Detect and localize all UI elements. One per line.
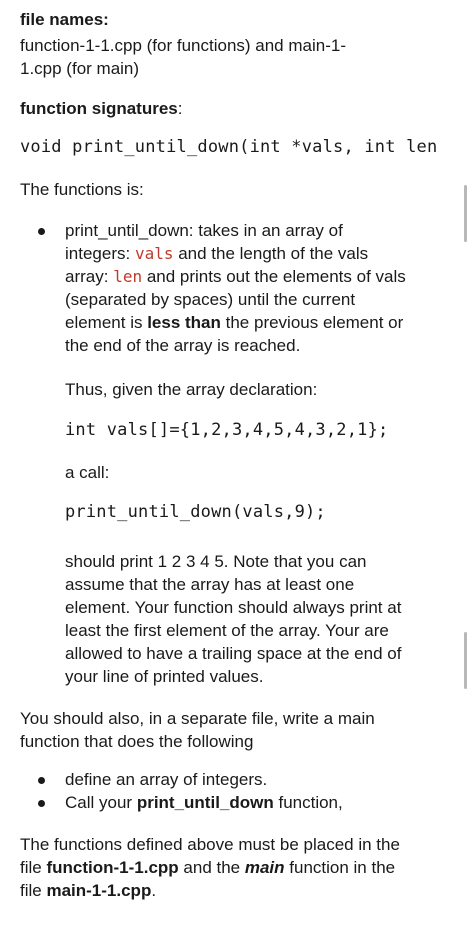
thus-text: Thus, given the array declaration: [65, 380, 318, 399]
len-code: len [113, 267, 143, 286]
closing-line-2-post: function in the [284, 858, 396, 877]
bullet-dot [38, 800, 45, 807]
separate-file-line-2: function that does the following [20, 732, 254, 751]
bullet1-line-6: the end of the array is reached. [65, 336, 301, 355]
bullet1-line-5-pre: element is [65, 313, 148, 332]
bullet1-line-5-post: the previous element or [220, 313, 404, 332]
closing-line-2 [20, 856, 395, 880]
bullet-dot [38, 777, 45, 784]
bullet2-item-1: define an array of integers. [65, 770, 268, 789]
should-print-line-6: your line of printed values. [65, 667, 264, 686]
closing-line-3 [20, 879, 156, 903]
bullet1-line-5 [65, 311, 403, 335]
bullet-dot [38, 228, 45, 235]
main-file-bold: main-1-1.cpp [46, 881, 152, 900]
print-until-down-bold: print_until_down [136, 793, 274, 812]
file-names-line-2: 1.cpp (for main) [20, 59, 140, 78]
bullet1-line-2-pre: integers: [65, 244, 135, 263]
should-print-line-4: least the first element of the array. Your are [65, 621, 389, 640]
function-signature-code: void print_until_down(int *vals, int len [20, 137, 438, 157]
functions-intro: The functions is: [20, 180, 144, 199]
function-signatures-heading-row [20, 97, 182, 121]
closing-line-1: The functions defined above must be placed in the [20, 835, 400, 854]
bullet1-line-3 [65, 265, 406, 289]
bullet1-line-2-post: and the length of the vals [173, 244, 369, 263]
function-file-bold: function-1-1.cpp [46, 858, 179, 877]
bullet1-line-1: print_until_down: takes in an array of [65, 221, 343, 240]
function-signatures-colon: : [177, 99, 183, 118]
should-print-line-3: element. Your function should always print at [65, 598, 402, 617]
closing-line-3-post: . [151, 881, 157, 900]
scrollbar-indicator-bottom[interactable] [464, 632, 467, 689]
bullet2-item-2 [65, 791, 343, 815]
less-than-bold: less than [147, 313, 221, 332]
bullet1-line-3-post: and prints out the elements of vals [142, 267, 406, 286]
closing-line-2-pre: file [20, 858, 47, 877]
bullet1-line-4: (separated by spaces) until the current [65, 290, 356, 309]
should-print-line-1: should print 1 2 3 4 5. Note that you can [65, 552, 367, 571]
vals-code: vals [134, 244, 174, 263]
closing-line-3-pre: file [20, 881, 47, 900]
closing-line-2-mid: and the [178, 858, 245, 877]
file-names-line-1: function-1-1.cpp (for functions) and main-1- [20, 36, 346, 55]
file-names-heading: file names: [20, 10, 109, 29]
bullet2-item-2-post: function, [273, 793, 343, 812]
bullet1-line-2 [65, 242, 368, 266]
bullet2-item-2-pre: Call your [65, 793, 137, 812]
should-print-line-5: allowed to have a trailing space at the end of [65, 644, 402, 663]
main-bold-italic: main [244, 858, 285, 877]
separate-file-line-1: You should also, in a separate file, write a main [20, 709, 375, 728]
function-signatures-heading: function signatures [20, 99, 178, 118]
array-declaration-code: int vals[]={1,2,3,4,5,4,3,2,1}; [65, 420, 389, 440]
should-print-line-2: assume that the array has at least one [65, 575, 355, 594]
bullet1-line-3-pre: array: [65, 267, 114, 286]
a-call-text: a call: [65, 463, 110, 482]
call-code: print_until_down(vals,9); [65, 502, 326, 522]
scrollbar-indicator-top[interactable] [464, 185, 467, 242]
